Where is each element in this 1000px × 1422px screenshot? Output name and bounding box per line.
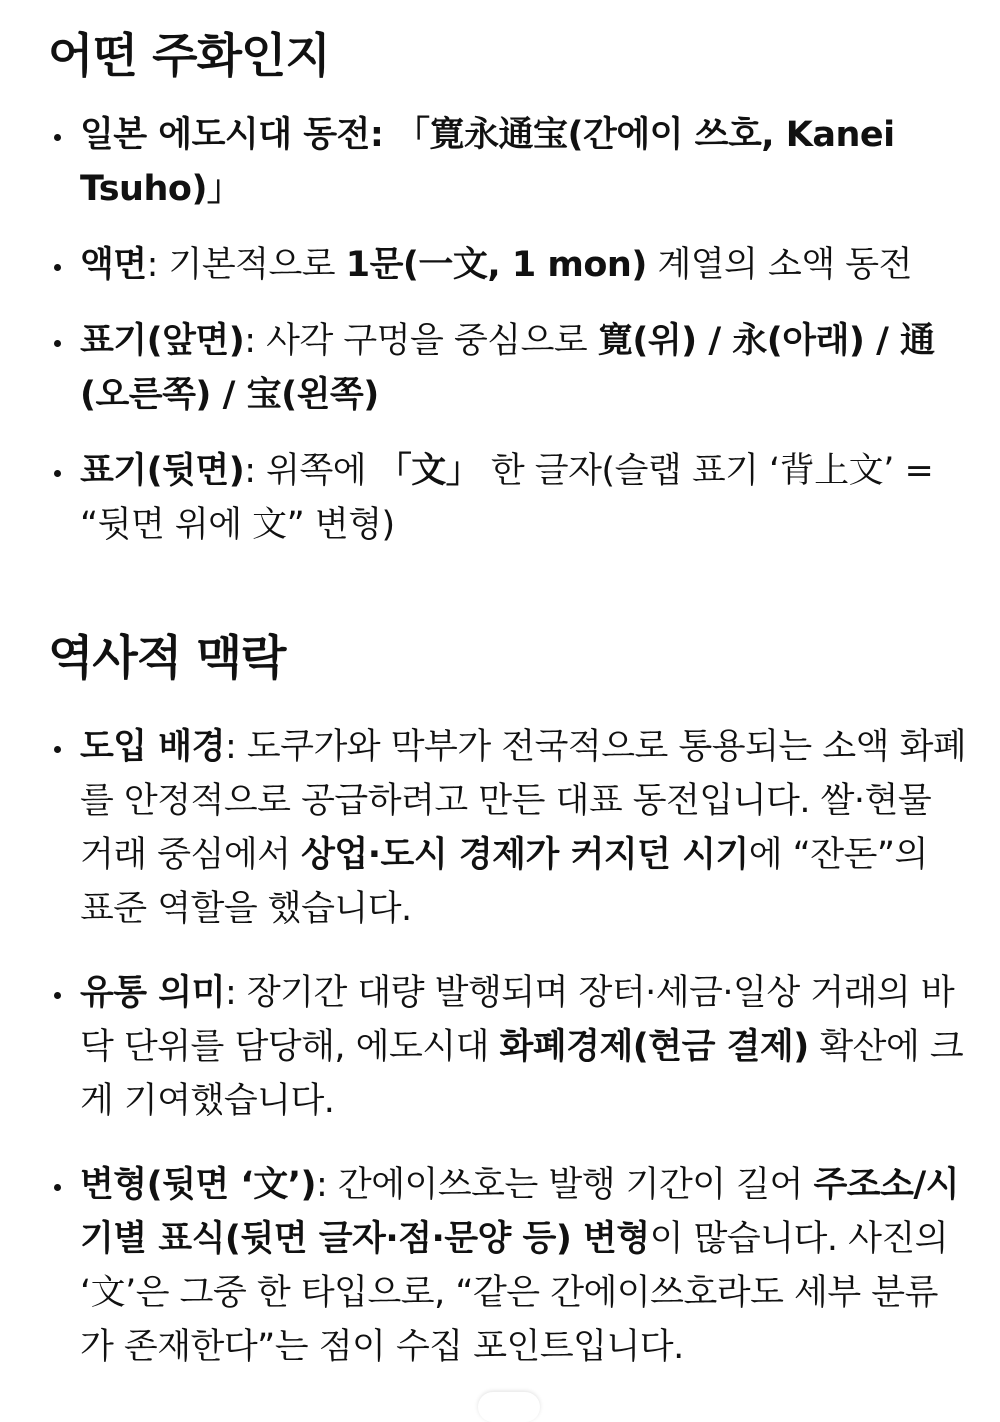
currency-bullet-list bbox=[48, 108, 968, 552]
item-emphasis: 화폐경제(현금 결제) bbox=[499, 1027, 809, 1067]
list-item bbox=[48, 1158, 968, 1374]
list-item bbox=[48, 108, 968, 216]
item-label: 표기(뒷면) bbox=[80, 451, 245, 491]
item-label: 도입 배경 bbox=[80, 727, 225, 767]
item-label: 표기(앞면) bbox=[80, 321, 245, 361]
item-text: : 위쪽에 bbox=[244, 451, 377, 491]
list-item bbox=[48, 314, 968, 422]
item-text: : 기본적으로 bbox=[146, 245, 346, 285]
item-text: 한 글자(슬랩 표기 ‘背上文’ = “뒷면 위에 文” 변형) bbox=[80, 451, 934, 545]
item-text: 이 많습니다. 사진의 ‘文’은 그중 한 타입으로, “같은 간에이쓰호라도 세부 분류가 존재한다”는 점이 수집 포인트입니다. bbox=[80, 1219, 949, 1367]
history-bullet-list bbox=[48, 720, 968, 1374]
item-label: 유통 의미 bbox=[80, 973, 225, 1013]
item-text: : 사각 구멍을 중심으로 bbox=[244, 321, 598, 361]
item-text: : 장기간 대량 발행되며 장터·세금·일상 거래의 바닥 단위를 담당해, 에도시대 bbox=[80, 973, 955, 1067]
item-value: 「文」 bbox=[376, 451, 481, 491]
item-label: 변형(뒷면 ‘文’) bbox=[80, 1165, 317, 1205]
message-content bbox=[48, 22, 968, 1374]
item-label: 액면 bbox=[80, 245, 147, 285]
list-item bbox=[48, 238, 968, 292]
list-item bbox=[48, 720, 968, 936]
item-text: 에 “잔돈”의 표준 역할을 했습니다. bbox=[80, 835, 928, 929]
item-label: 일본 에도시대 동전 bbox=[80, 115, 370, 155]
item-text: 확산에 크게 기여했습니다. bbox=[80, 1027, 964, 1121]
item-separator: : bbox=[369, 115, 396, 155]
item-text: : 도쿠가와 막부가 전국적으로 통용되는 소액 화폐를 안정적으로 공급하려고 만든 대표 동전입니다. 쌀·현물 거래 중심에서 bbox=[80, 727, 967, 875]
item-text: 계열의 소액 동전 bbox=[646, 245, 912, 285]
list-item bbox=[48, 966, 968, 1128]
list-item bbox=[48, 444, 968, 552]
section-heading-history: 역사적 맥락 bbox=[48, 631, 286, 686]
item-value: 1문(一文, 1 mon) bbox=[345, 245, 647, 285]
item-value: 寛(위) / 永(아래) / 通(오른쪽) / 宝(왼쪽) bbox=[80, 321, 935, 415]
item-emphasis: 주조소/시기별 표식(뒷면 글자·점·문양 등) 변형 bbox=[80, 1165, 959, 1259]
item-emphasis: 상업·도시 경제가 커지던 시기 bbox=[301, 835, 749, 875]
section-heading-currency: 어떤 주화인지 bbox=[48, 29, 330, 84]
item-value: 「寛永通宝(간에이 쓰호, Kanei Tsuho)」 bbox=[80, 115, 895, 209]
scroll-to-bottom-button[interactable] bbox=[478, 1392, 540, 1422]
item-text: : 간에이쓰호는 발행 기간이 길어 bbox=[316, 1165, 814, 1205]
